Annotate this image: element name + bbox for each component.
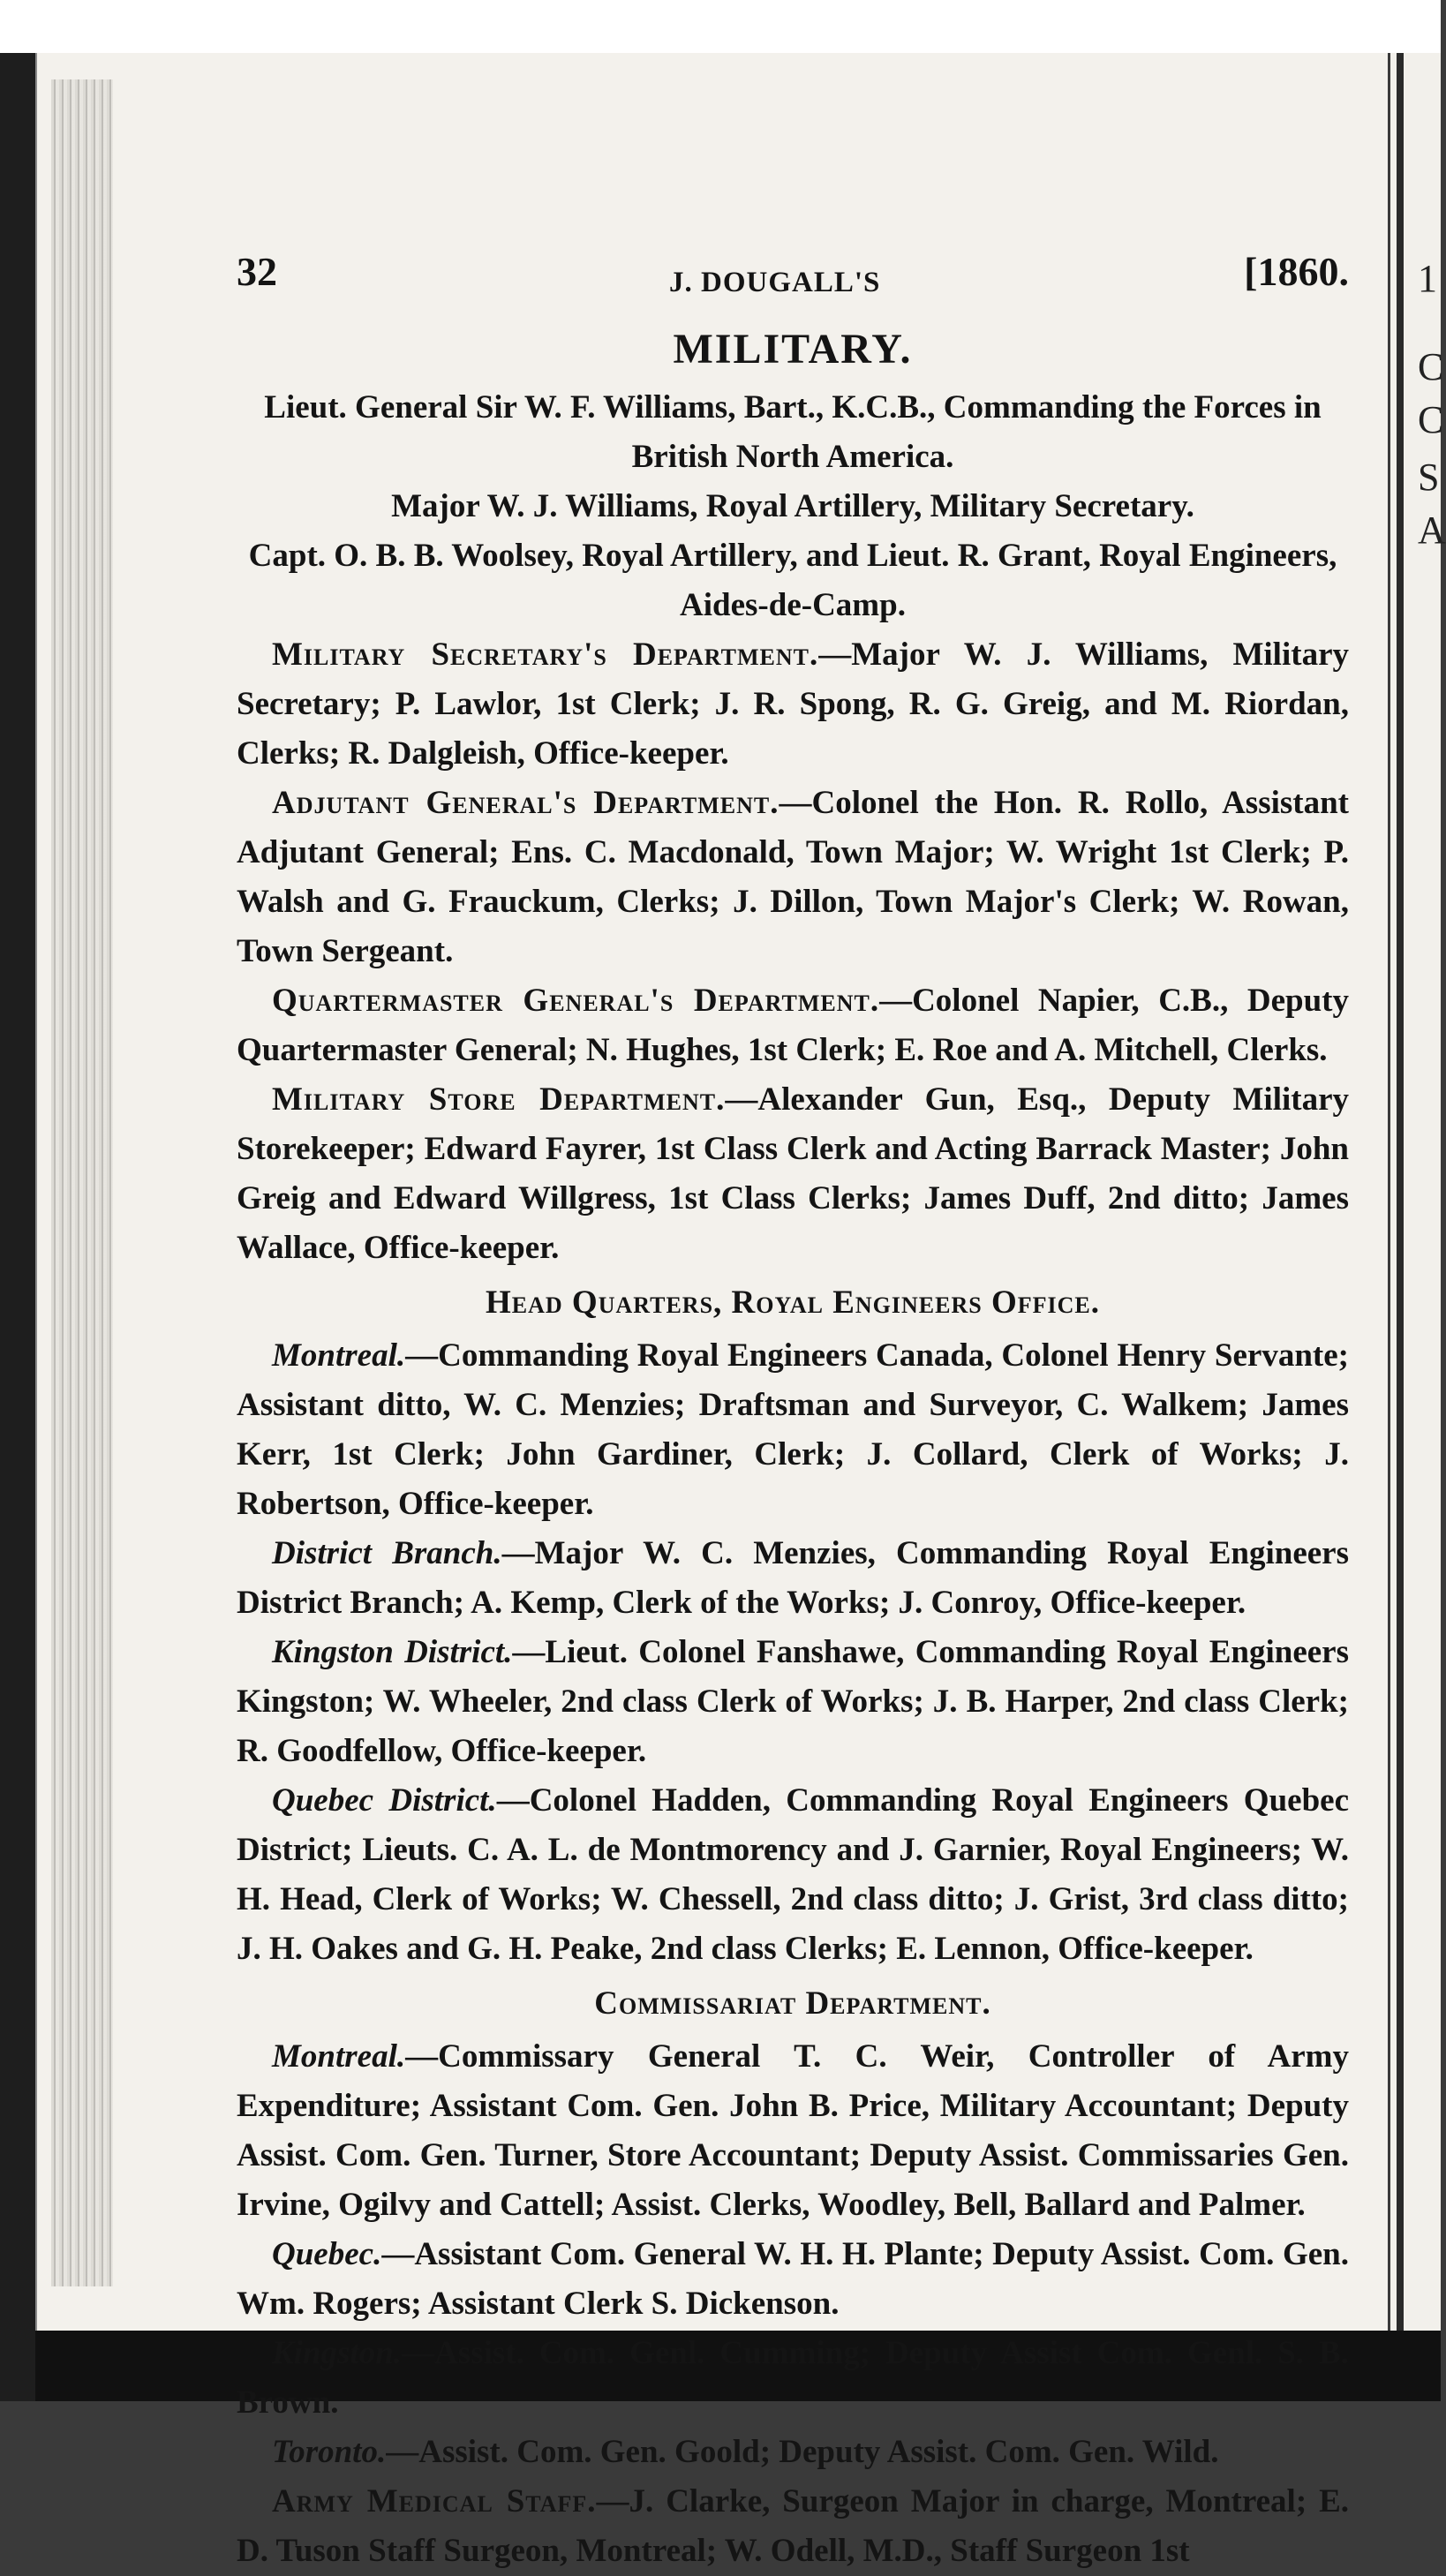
- entry-text: —Major W. C. Menzies, Commanding Royal Engineers District Branch; A. Kemp, Clerk of the Works; J. Conroy, Office-keeper.: [237, 1535, 1349, 1621]
- department-name: Army Medical Staff.: [272, 2483, 597, 2520]
- engineers-entry: [237, 1628, 1349, 1776]
- commissariat-entry: [237, 2428, 1349, 2477]
- department-text: —Alexander Gun, Esq., Deputy Military Storekeeper; Edward Fayrer, 1st Class Clerk and Acting Barrack Master; John Greig and Edward Willgress, 1st Class Clerks; James Duff, 2nd ditto; James Wallace, Office-keeper.: [237, 1081, 1349, 1266]
- engineers-entry: [237, 1776, 1349, 1974]
- entry-text: —Commissary General T. C. Weir, Controller of Army Expenditure; Assistant Com. Gen. John B. Price, Military Accountant; Deputy Assist. Com. Gen. Turner, Store Accountant; Deputy Assist. Commissaries Gen. Irvine, Ogilvy and Cattell; Assist. Clerks, Woodley, Bell, Ballard and Palmer.: [237, 2038, 1349, 2223]
- page-number: 32: [237, 249, 277, 294]
- running-header: [237, 247, 1349, 309]
- page-edges: [51, 79, 113, 2286]
- facing-page-letter: A: [1418, 508, 1446, 552]
- place-name: Montreal.: [272, 2038, 406, 2075]
- commissariat-entry: [237, 2230, 1349, 2329]
- place-name: District Branch.: [272, 1535, 502, 1571]
- department-text: —Colonel the Hon. R. Rollo, Assistant Adjutant General; Ens. C. Macdonald, Town Major; W. Wright 1st Clerk; P. Walsh and G. Frauckum, Clerks; J. Dillon, Town Major's Clerk; W. Rowan, Town Sergeant.: [237, 785, 1349, 969]
- department-entry: [237, 630, 1349, 779]
- department-name: Quartermaster General's Department.: [272, 983, 880, 1019]
- facing-page-letter: C: [1418, 398, 1444, 441]
- engineers-entry: [237, 1529, 1349, 1628]
- department-text: —Major W. J. Williams, Military Secretary; P. Lawlor, 1st Clerk; J. R. Spong, R. G. Greig, and M. Riordan, Clerks; R. Dalgleish, Office-keeper.: [237, 636, 1349, 772]
- engineers-entry: [237, 1331, 1349, 1529]
- scan-left-margin: [0, 53, 35, 2401]
- department-entry: [237, 1075, 1349, 1273]
- scan-top-margin: [0, 0, 1441, 53]
- department-entry: [237, 976, 1349, 1075]
- place-name: Quebec District.: [272, 1782, 497, 1819]
- place-name: Toronto.: [272, 2434, 387, 2470]
- entry-text: —Assistant Com. General W. H. H. Plante; Deputy Assist. Com. Gen. Wm. Rogers; Assistant Clerk S. Dickenson.: [237, 2236, 1349, 2322]
- page-gutter: [1397, 53, 1404, 2331]
- page-text: [237, 247, 1349, 2576]
- commissariat-entry: [237, 2032, 1349, 2230]
- department-text: —J. Clarke, Surgeon Major in charge, Montreal; E. D. Tuson Staff Surgeon, Montreal; W. Odell, M.D., Staff Surgeon 1st: [237, 2483, 1349, 2569]
- place-name: Montreal.: [272, 1337, 406, 1374]
- entry-text: —Assist. Com. Gen. Goold; Deputy Assist. Com. Gen. Wild.: [386, 2434, 1219, 2470]
- place-name: Kingston.: [272, 2335, 403, 2371]
- facing-page-letter: 1: [1418, 257, 1437, 300]
- facing-page-letter: C: [1418, 345, 1444, 388]
- commissariat-entry: [237, 2329, 1349, 2428]
- entry-text: —Colonel Hadden, Commanding Royal Engineers Quebec District; Lieuts. C. A. L. de Montmorency and J. Garnier, Royal Engineers; W. H. Head, Clerk of Works; W. Chessell, 2nd class ditto; J. Grist, 3rd class ditto; J. H. Oakes and G. H. Peake, 2nd class Clerks; E. Lennon, Office-keeper.: [237, 1782, 1350, 1967]
- entry-text: —Commanding Royal Engineers Canada, Colonel Henry Servante; Assistant ditto, W. C. Menzies; Draftsman and Surveyor, C. Walkem; James Kerr, 1st Clerk; John Gardiner, Clerk; J. Collard, Clerk of Works; J. Robertson, Office-keeper.: [237, 1337, 1349, 1522]
- section-title: MILITARY.: [673, 326, 913, 373]
- department-entry: [237, 779, 1349, 976]
- medical-entry: [237, 2477, 1349, 2576]
- header-year: [1860.: [1244, 249, 1349, 294]
- department-name: Adjutant General's Department.: [272, 785, 779, 821]
- department-name: Military Secretary's Department.: [272, 636, 819, 673]
- running-title: J. DOUGALL'S: [669, 267, 881, 298]
- entry-text: —Assist. Com. Genl. Cumming; Deputy Assist Com. Genl. S. B. Brown.: [237, 2335, 1349, 2421]
- commissariat-heading: Commissariat Department.: [594, 1985, 991, 2022]
- department-text: —Colonel Napier, C.B., Deputy Quartermaster General; N. Hughes, 1st Clerk; E. Roe and A. Mitchell, Clerks.: [237, 983, 1349, 1068]
- intro-line: Lieut. General Sir W. F. Williams, Bart., K.C.B., Commanding the Forces in British North America.: [264, 389, 1322, 475]
- place-name: Quebec.: [272, 2236, 382, 2272]
- intro-line: Major W. J. Williams, Royal Artillery, Military Secretary.: [391, 488, 1194, 524]
- place-name: Kingston District.: [272, 1634, 513, 1670]
- intro-line: Capt. O. B. B. Woolsey, Royal Artillery, and Lieut. R. Grant, Royal Engineers, Aides-de-Camp.: [248, 538, 1337, 623]
- entry-text: —Lieut. Colonel Fanshawe, Commanding Royal Engineers Kingston; W. Wheeler, 2nd class Clerk of Works; J. B. Harper, 2nd class Clerk; R. Goodfellow, Office-keeper.: [237, 1634, 1349, 1769]
- department-name: Military Store Department.: [272, 1081, 726, 1118]
- facing-page-letter: S: [1418, 456, 1440, 499]
- engineers-heading: Head Quarters, Royal Engineers Office.: [485, 1284, 1100, 1321]
